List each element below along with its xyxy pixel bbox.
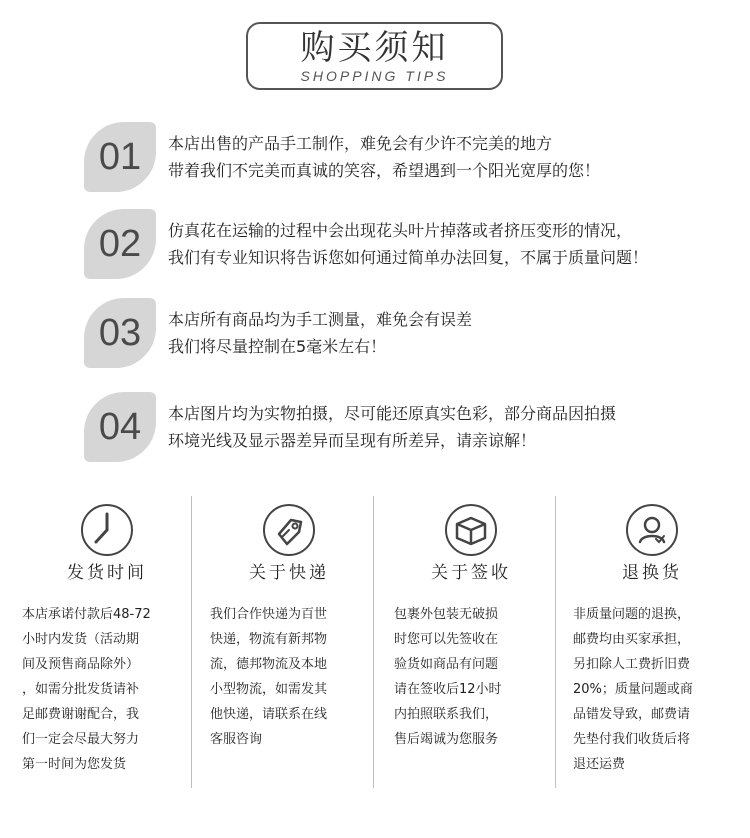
column-line: 内拍照联系我们， bbox=[394, 707, 499, 722]
shipping-tag-icon bbox=[263, 504, 315, 556]
tip-line: 环境光线及显示器差异而呈现有所差异，请亲谅解！ bbox=[168, 431, 537, 450]
column-line: ，如需分批发货请补 bbox=[22, 682, 140, 697]
tip-line: 本店图片均为实物拍摄，尽可能还原真实色彩，部分商品因拍摄 bbox=[168, 404, 617, 423]
tip-item bbox=[84, 209, 724, 279]
tip-line: 我们有专业知识将告诉您如何通过简单办法回复，不属于质量问题！ bbox=[168, 248, 649, 267]
page-subtitle: SHOPPING TIPS bbox=[300, 68, 449, 84]
column-title: 发货时间 bbox=[67, 563, 147, 583]
customer-service-icon bbox=[626, 504, 678, 556]
column-line: 时您可以先签收在 bbox=[394, 632, 499, 647]
column-line: 小时内发货（活动期 bbox=[22, 632, 140, 647]
tip-text bbox=[168, 306, 472, 360]
column-title: 退换货 bbox=[622, 563, 682, 583]
column-line: 售后竭诚为您服务 bbox=[394, 732, 499, 747]
column-line: 包裹外包装无破损 bbox=[394, 607, 499, 622]
tip-line: 我们将尽量控制在5毫米左右！ bbox=[168, 337, 387, 356]
tip-number: 02 bbox=[98, 223, 142, 265]
tip-item bbox=[84, 298, 724, 368]
tip-text bbox=[168, 400, 616, 454]
column-line: 退还运费 bbox=[573, 757, 626, 772]
info-column-returns bbox=[567, 498, 737, 788]
column-line: 他快递，请联系在线 bbox=[210, 707, 328, 722]
column-line: 小型物流，如需发其 bbox=[210, 682, 328, 697]
column-body bbox=[394, 602, 556, 752]
column-line: 客服咨询 bbox=[210, 732, 263, 747]
info-column-receipt bbox=[386, 498, 556, 788]
tip-text bbox=[168, 130, 600, 184]
column-line: 邮费均由买家承担， bbox=[573, 632, 691, 647]
clock-icon bbox=[81, 504, 133, 556]
column-line: 先垫付我们收货后将 bbox=[573, 732, 691, 747]
tip-item bbox=[84, 122, 724, 192]
column-line: 们一定会尽最大努力 bbox=[22, 732, 140, 747]
column-line: 非质量问题的退换， bbox=[573, 607, 691, 622]
tip-number: 03 bbox=[98, 312, 142, 354]
tip-line: 仿真花在运输的过程中会出现花头叶片掉落或者挤压变形的情况， bbox=[168, 221, 633, 240]
column-title: 关于签收 bbox=[431, 563, 511, 583]
tip-line: 本店所有商品均为手工测量，难免会有误差 bbox=[168, 310, 473, 329]
column-line: 请在签收后12小时 bbox=[394, 682, 502, 697]
tip-item bbox=[84, 392, 724, 462]
info-column-courier bbox=[204, 498, 374, 788]
column-line: 另扣除人工费折旧费 bbox=[573, 657, 691, 672]
tip-line: 带着我们不完美而真诚的笑容，希望遇到一个阳光宽厚的您！ bbox=[168, 161, 601, 180]
title-banner bbox=[246, 22, 503, 90]
column-line: 品错发导致，邮费请 bbox=[573, 707, 691, 722]
tip-number: 04 bbox=[98, 406, 142, 448]
column-line: 第一时间为您发货 bbox=[22, 757, 127, 772]
tip-line: 本店出售的产品手工制作，难免会有少许不完美的地方 bbox=[168, 134, 553, 153]
column-body bbox=[210, 602, 374, 752]
column-body bbox=[22, 602, 192, 777]
column-body bbox=[573, 602, 737, 777]
column-line: 我们合作快递为百世 bbox=[210, 607, 328, 622]
info-column-shipping-time bbox=[22, 498, 192, 788]
column-title: 关于快递 bbox=[249, 563, 329, 583]
column-line: 流，德邦物流及本地 bbox=[210, 657, 328, 672]
page-title: 购买须知 bbox=[300, 28, 449, 68]
tip-text bbox=[168, 217, 648, 271]
column-line: 验货如商品有问题 bbox=[394, 657, 499, 672]
column-line: 20%；质量问题或商 bbox=[573, 682, 693, 697]
package-box-icon bbox=[445, 504, 497, 556]
column-line: 足邮费谢谢配合，我 bbox=[22, 707, 140, 722]
tip-number: 01 bbox=[98, 136, 142, 178]
column-line: 间及预售商品除外） bbox=[22, 657, 140, 672]
column-line: 本店承诺付款后48-72 bbox=[22, 607, 151, 622]
column-line: 快递，物流有新邦物 bbox=[210, 632, 328, 647]
